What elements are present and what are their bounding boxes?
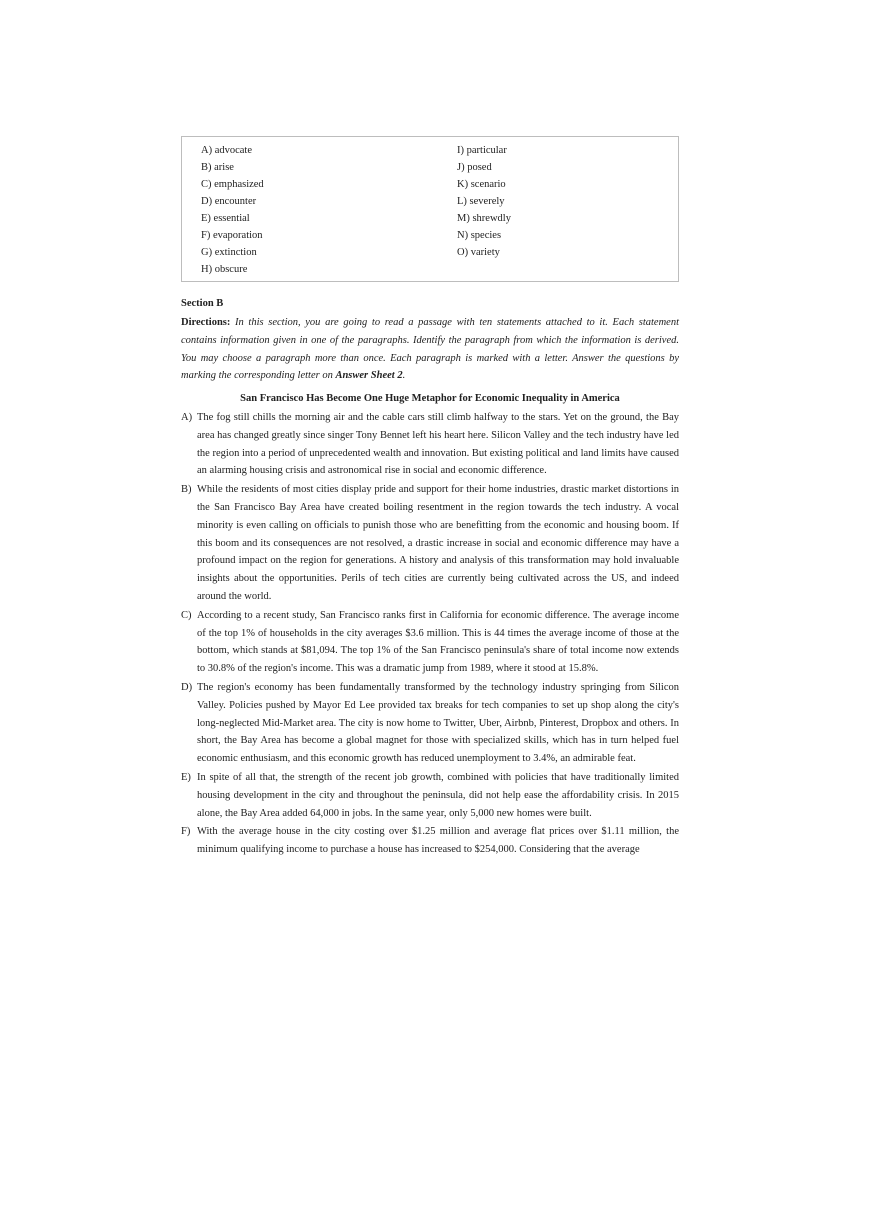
directions bbox=[181, 314, 679, 385]
paragraph bbox=[181, 409, 679, 480]
word-option: E) essential bbox=[201, 213, 250, 224]
paragraph bbox=[181, 769, 679, 822]
word-option: G) extinction bbox=[201, 247, 257, 258]
passage-title: San Francisco Has Become One Huge Metaphor for Economic Inequality in America bbox=[240, 393, 620, 404]
paragraph-text: According to a recent study, San Francisco ranks first in California for economic difference. The average income of the top 1% of households in the city averages $3.6 million. This is 44 times the average income of those at the bottom, which stands at $81,094. The top 1% of the San Francisco peninsula's share of total income now extends to 30.8% of the region's income. This was a dramatic jump from 1989, where it stood at 15.8%. bbox=[197, 609, 679, 675]
paragraph bbox=[181, 481, 679, 606]
word-option: O) variety bbox=[457, 247, 500, 258]
passage-body bbox=[181, 409, 679, 860]
directions-text: In this section, you are going to read a passage with ten statements attached to it. Each statement contains information given in one of the paragraphs. Identify the paragraph from which the information is derived. You may choose a paragraph more than once. Each paragraph is marked with a letter. Answer the questions by marking the corresponding letter on bbox=[181, 317, 679, 382]
paragraph-text: The fog still chills the morning air and the cable cars still climb halfway to the stars. Yet on the ground, the Bay area has changed greatly since singer Tony Bennet left his heart here. Silicon Valley and the tech industry have led the region into a period of unprecedented wealth and innovation. But existing political and land limits have caused an alarming housing crisis and astronomical rise in social and economic difference. bbox=[197, 412, 679, 477]
word-option: M) shrewdly bbox=[457, 213, 511, 224]
word-option: K) scenario bbox=[457, 179, 506, 190]
word-option: B) arise bbox=[201, 162, 234, 173]
answer-sheet-reference: Answer Sheet 2 bbox=[335, 370, 403, 382]
section-heading: Section B bbox=[181, 298, 224, 309]
word-bank-right-column bbox=[457, 142, 511, 261]
paragraph-letter: E) bbox=[181, 771, 191, 783]
paragraph-letter: D) bbox=[181, 681, 193, 693]
paragraph-letter: B) bbox=[181, 484, 192, 496]
directions-label: Directions: bbox=[181, 317, 231, 328]
word-option: I) particular bbox=[457, 145, 507, 156]
word-option: A) advocate bbox=[201, 145, 253, 156]
word-option: L) severely bbox=[457, 196, 505, 207]
paragraph-text: The region's economy has been fundamentally transformed by the technology industry springing from Silicon Valley. Policies pushed by Mayor Ed Lee provided tax breaks for tech companies to set up shop along the city's long-neglected Mid-Market area. The city is now home to Twitter, Uber, Airbnb, Pinterest, Dropbox and others. In short, the Bay Area has become a global magnet for those with specialized skills, which has in turn helped fuel economic enthusiasm, and this economic growth has reduced unemployment to 3.4%, an admirable feat. bbox=[197, 681, 679, 765]
paragraph-letter: C) bbox=[181, 609, 192, 621]
paragraph bbox=[181, 607, 679, 678]
word-option: H) obscure bbox=[201, 264, 248, 275]
word-option: N) species bbox=[457, 230, 502, 241]
directions-end: . bbox=[402, 370, 406, 382]
word-option: D) encounter bbox=[201, 196, 257, 207]
paragraph-text: With the average house in the city costing over $1.25 million and average flat prices over $1.11 million, the minimum qualifying income to purchase a house has increased to $254,000. Considering that the average bbox=[197, 826, 679, 856]
paragraph bbox=[181, 823, 679, 859]
word-bank-left-column bbox=[201, 142, 264, 278]
word-option: C) emphasized bbox=[201, 179, 264, 190]
word-bank-box bbox=[181, 136, 679, 282]
word-option: F) evaporation bbox=[201, 230, 263, 241]
paragraph-letter: A) bbox=[181, 412, 193, 423]
paragraph bbox=[181, 679, 679, 768]
word-option: J) posed bbox=[457, 162, 492, 173]
paragraph-letter: F) bbox=[181, 826, 191, 838]
paragraph-text: While the residents of most cities display pride and support for their home industries, drastic market distortions in the San Francisco Bay Area have created boiling resentment in the region towards the tech industry. A vocal minority is even calling on officials to punish those who are benefitting from the economic and housing boom. If this boom and its consequences are not resolved, a drastic increase in social and economic difference may have a profound impact on the region for generations. A history and analysis of this transformation may hold invaluable insights about the opportunities. Perils of tech cities are currently being cultivated across the US, and indeed around the world. bbox=[197, 484, 679, 602]
paragraph-text: In spite of all that, the strength of the recent job growth, combined with policies that have traditionally limited housing development in the city and throughout the peninsula, did not help ease the affordability crisis. In 2015 alone, the Bay Area added 64,000 in jobs. In the same year, only 5,000 new homes were built. bbox=[197, 771, 679, 819]
